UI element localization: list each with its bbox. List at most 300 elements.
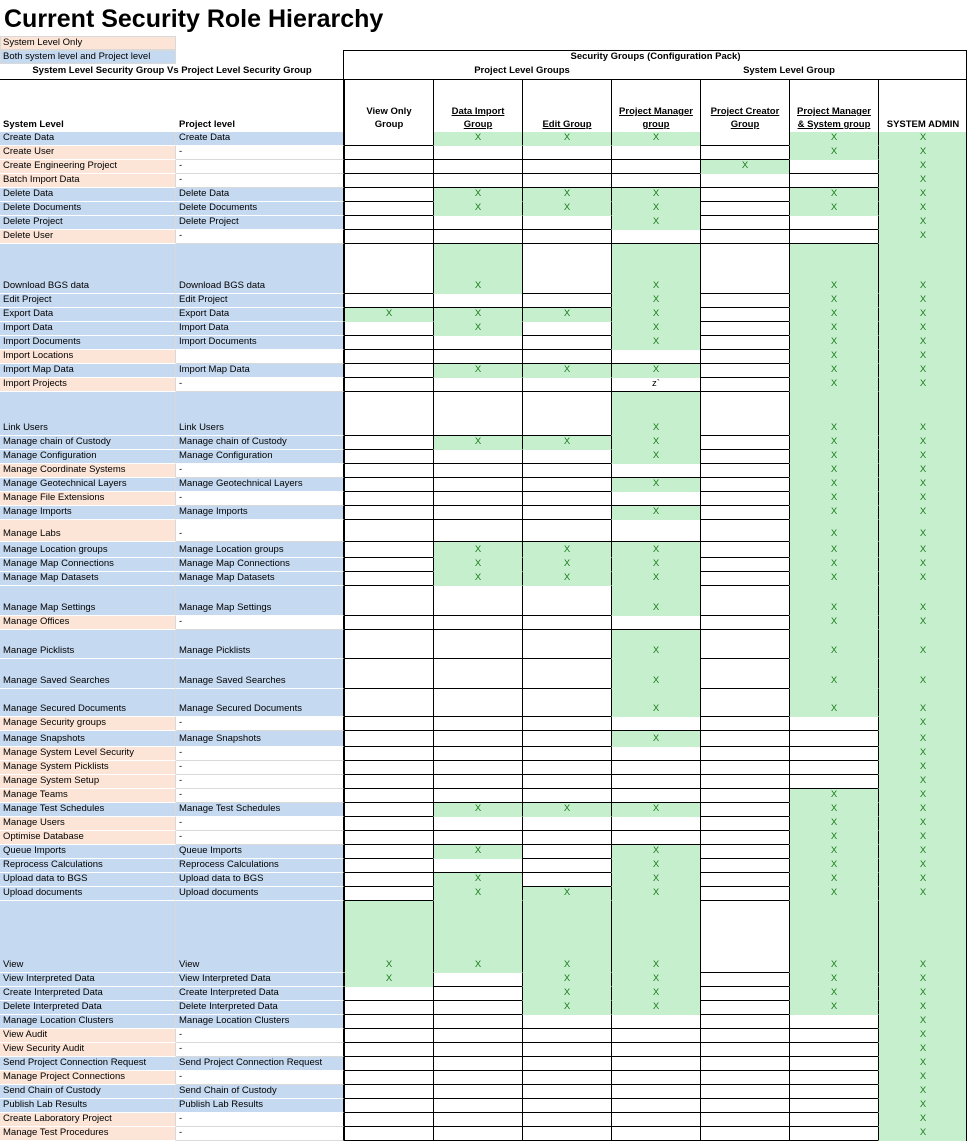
permission-cell[interactable]	[344, 1085, 433, 1099]
permission-cell[interactable]	[611, 761, 700, 775]
permission-cell[interactable]: X	[611, 845, 700, 859]
row-project-level-cell[interactable]: Import Documents	[176, 336, 344, 350]
permission-cell[interactable]	[700, 464, 789, 478]
permission-cell[interactable]: X	[789, 436, 878, 450]
permission-cell[interactable]: X	[878, 586, 967, 616]
permission-cell[interactable]: X	[611, 630, 700, 659]
permission-cell[interactable]: X	[878, 845, 967, 859]
permission-cell[interactable]: X	[433, 202, 522, 216]
permission-cell[interactable]	[700, 831, 789, 845]
permission-cell[interactable]	[700, 322, 789, 336]
group-header-view-only-group[interactable]: View Only Group	[344, 79, 433, 132]
permission-cell[interactable]: X	[789, 659, 878, 689]
permission-cell[interactable]	[700, 761, 789, 775]
permission-cell[interactable]: X	[611, 1001, 700, 1015]
permission-cell[interactable]	[522, 1085, 611, 1099]
permission-cell[interactable]	[433, 1015, 522, 1029]
permission-cell[interactable]: X	[878, 294, 967, 308]
permission-cell[interactable]	[433, 492, 522, 506]
permission-cell[interactable]	[789, 216, 878, 230]
permission-cell[interactable]: X	[878, 873, 967, 887]
row-system-level-cell[interactable]: Create Data	[0, 132, 176, 146]
permission-cell[interactable]	[522, 174, 611, 188]
permission-cell[interactable]	[700, 586, 789, 616]
permission-cell[interactable]	[700, 747, 789, 761]
permission-cell[interactable]	[700, 336, 789, 350]
permission-cell[interactable]: X	[789, 520, 878, 542]
row-project-level-cell[interactable]: -	[176, 464, 344, 478]
permission-cell[interactable]	[522, 520, 611, 542]
permission-cell[interactable]	[433, 817, 522, 831]
group-header-system-admin[interactable]: SYSTEM ADMIN	[878, 79, 967, 132]
permission-cell[interactable]	[700, 1085, 789, 1099]
permission-cell[interactable]	[611, 1099, 700, 1113]
permission-cell[interactable]	[700, 378, 789, 392]
permission-cell[interactable]	[789, 1015, 878, 1029]
permission-cell[interactable]	[522, 450, 611, 464]
permission-cell[interactable]: X	[433, 845, 522, 859]
permission-cell[interactable]	[344, 436, 433, 450]
permission-cell[interactable]	[344, 174, 433, 188]
permission-cell[interactable]	[700, 775, 789, 789]
permission-cell[interactable]	[433, 336, 522, 350]
permission-cell[interactable]: X	[878, 747, 967, 761]
row-system-level-cell[interactable]: Download BGS data	[0, 244, 176, 294]
permission-cell[interactable]	[522, 492, 611, 506]
header-comparison[interactable]: System Level Security Group Vs Project Level Security Group	[32, 65, 312, 76]
permission-cell[interactable]	[522, 160, 611, 174]
permission-cell[interactable]	[433, 174, 522, 188]
row-system-level-cell[interactable]: Manage Secured Documents	[0, 689, 176, 717]
permission-cell[interactable]: X	[789, 132, 878, 146]
permission-cell[interactable]: X	[789, 630, 878, 659]
permission-cell[interactable]	[344, 322, 433, 336]
permission-cell[interactable]: X	[878, 1099, 967, 1113]
permission-cell[interactable]: X	[789, 322, 878, 336]
permission-cell[interactable]: X	[789, 616, 878, 630]
permission-cell[interactable]: X	[433, 572, 522, 586]
permission-cell[interactable]	[433, 392, 522, 436]
row-project-level-cell[interactable]	[176, 350, 344, 364]
permission-cell[interactable]: X	[878, 492, 967, 506]
permission-cell[interactable]	[789, 761, 878, 775]
permission-cell[interactable]: X	[878, 230, 967, 244]
row-project-level-cell[interactable]: -	[176, 1127, 344, 1141]
row-project-level-cell[interactable]: Delete Documents	[176, 202, 344, 216]
permission-cell[interactable]	[433, 689, 522, 717]
permission-cell[interactable]	[789, 230, 878, 244]
permission-cell[interactable]	[611, 160, 700, 174]
permission-cell[interactable]: X	[611, 689, 700, 717]
permission-cell[interactable]: X	[611, 506, 700, 520]
permission-cell[interactable]: X	[522, 188, 611, 202]
permission-cell[interactable]: X	[789, 294, 878, 308]
row-project-level-cell[interactable]: Send Chain of Custody	[176, 1085, 344, 1099]
row-project-level-cell[interactable]: -	[176, 747, 344, 761]
permission-cell[interactable]	[522, 789, 611, 803]
permission-cell[interactable]: X	[878, 350, 967, 364]
row-project-level-cell[interactable]: Publish Lab Results	[176, 1099, 344, 1113]
permission-cell[interactable]: X	[789, 364, 878, 378]
permission-cell[interactable]: X	[878, 464, 967, 478]
row-project-level-cell[interactable]: -	[176, 817, 344, 831]
permission-cell[interactable]: X	[611, 873, 700, 887]
permission-cell[interactable]	[700, 558, 789, 572]
row-project-level-cell[interactable]: Upload data to BGS	[176, 873, 344, 887]
permission-cell[interactable]: X	[878, 616, 967, 630]
row-system-level-cell[interactable]: View	[0, 901, 176, 973]
permission-cell[interactable]	[344, 558, 433, 572]
permission-cell[interactable]: X	[522, 436, 611, 450]
permission-cell[interactable]	[344, 464, 433, 478]
permission-cell[interactable]	[611, 616, 700, 630]
row-system-level-cell[interactable]: Queue Imports	[0, 845, 176, 859]
row-system-level-cell[interactable]: Manage Coordinate Systems	[0, 464, 176, 478]
permission-cell[interactable]: X	[344, 308, 433, 322]
legend-system-only[interactable]: System Level Only	[0, 36, 176, 50]
permission-cell[interactable]	[700, 188, 789, 202]
row-system-level-cell[interactable]: Manage System Picklists	[0, 761, 176, 775]
permission-cell[interactable]: X	[522, 1001, 611, 1015]
row-project-level-cell[interactable]: Upload documents	[176, 887, 344, 901]
permission-cell[interactable]	[700, 616, 789, 630]
permission-cell[interactable]: X	[789, 817, 878, 831]
row-system-level-cell[interactable]: Manage Configuration	[0, 450, 176, 464]
permission-cell[interactable]	[700, 1057, 789, 1071]
permission-cell[interactable]: X	[878, 1127, 967, 1141]
permission-cell[interactable]	[700, 350, 789, 364]
permission-cell[interactable]	[433, 1127, 522, 1141]
permission-cell[interactable]	[522, 659, 611, 689]
permission-cell[interactable]: X	[789, 146, 878, 160]
permission-cell[interactable]: X	[878, 659, 967, 689]
row-system-level-cell[interactable]: Manage Labs	[0, 520, 176, 542]
permission-cell[interactable]	[522, 478, 611, 492]
permission-cell[interactable]: X	[878, 188, 967, 202]
permission-cell[interactable]	[433, 659, 522, 689]
permission-cell[interactable]	[611, 775, 700, 789]
permission-cell[interactable]: X	[789, 987, 878, 1001]
permission-cell[interactable]	[700, 1043, 789, 1057]
permission-cell[interactable]	[522, 350, 611, 364]
permission-cell[interactable]	[611, 1043, 700, 1057]
permission-cell[interactable]	[344, 160, 433, 174]
permission-cell[interactable]	[789, 160, 878, 174]
permission-cell[interactable]: X	[878, 146, 967, 160]
permission-cell[interactable]	[611, 789, 700, 803]
permission-cell[interactable]	[700, 859, 789, 873]
row-system-level-cell[interactable]: Manage Map Connections	[0, 558, 176, 572]
permission-cell[interactable]: X	[878, 1085, 967, 1099]
permission-cell[interactable]: X	[611, 322, 700, 336]
row-system-level-cell[interactable]: Manage chain of Custody	[0, 436, 176, 450]
row-project-level-cell[interactable]: Download BGS data	[176, 244, 344, 294]
row-system-level-cell[interactable]: Manage Teams	[0, 789, 176, 803]
row-project-level-cell[interactable]: Manage Map Settings	[176, 586, 344, 616]
permission-cell[interactable]	[433, 216, 522, 230]
permission-cell[interactable]	[344, 230, 433, 244]
permission-cell[interactable]	[433, 350, 522, 364]
permission-cell[interactable]: X	[522, 132, 611, 146]
permission-cell[interactable]	[344, 659, 433, 689]
permission-cell[interactable]	[433, 616, 522, 630]
permission-cell[interactable]	[522, 731, 611, 747]
permission-cell[interactable]: X	[878, 1071, 967, 1085]
permission-cell[interactable]: X	[878, 1113, 967, 1127]
permission-cell[interactable]	[344, 817, 433, 831]
row-project-level-cell[interactable]: -	[176, 775, 344, 789]
permission-cell[interactable]: X	[878, 987, 967, 1001]
permission-cell[interactable]: X	[611, 731, 700, 747]
permission-cell[interactable]: X	[878, 322, 967, 336]
permission-cell[interactable]: X	[878, 775, 967, 789]
permission-cell[interactable]	[700, 216, 789, 230]
permission-cell[interactable]	[700, 1099, 789, 1113]
row-system-level-cell[interactable]: Manage System Level Security	[0, 747, 176, 761]
row-system-level-cell[interactable]: Export Data	[0, 308, 176, 322]
permission-cell[interactable]	[789, 1071, 878, 1085]
row-project-level-cell[interactable]: -	[176, 146, 344, 160]
permission-cell[interactable]: X	[522, 973, 611, 987]
permission-cell[interactable]	[433, 775, 522, 789]
permission-cell[interactable]	[611, 817, 700, 831]
permission-cell[interactable]: X	[344, 901, 433, 973]
row-project-level-cell[interactable]: -	[176, 174, 344, 188]
permission-cell[interactable]: X	[878, 1001, 967, 1015]
permission-cell[interactable]	[700, 873, 789, 887]
permission-cell[interactable]	[522, 322, 611, 336]
row-project-level-cell[interactable]: Reprocess Calculations	[176, 859, 344, 873]
permission-cell[interactable]	[344, 789, 433, 803]
permission-cell[interactable]	[611, 1113, 700, 1127]
permission-cell[interactable]: X	[878, 202, 967, 216]
permission-cell[interactable]	[522, 859, 611, 873]
permission-cell[interactable]: X	[611, 392, 700, 436]
permission-cell[interactable]	[789, 775, 878, 789]
row-system-level-cell[interactable]: Optimise Database	[0, 831, 176, 845]
permission-cell[interactable]: X	[789, 845, 878, 859]
row-project-level-cell[interactable]: Export Data	[176, 308, 344, 322]
row-system-level-cell[interactable]: Manage System Setup	[0, 775, 176, 789]
permission-cell[interactable]	[611, 747, 700, 761]
permission-cell[interactable]: X	[789, 887, 878, 901]
permission-cell[interactable]	[344, 1001, 433, 1015]
row-system-level-cell[interactable]: Import Documents	[0, 336, 176, 350]
permission-cell[interactable]: X	[789, 803, 878, 817]
permission-cell[interactable]: X	[878, 689, 967, 717]
permission-cell[interactable]	[522, 1099, 611, 1113]
permission-cell[interactable]	[700, 244, 789, 294]
permission-cell[interactable]: X	[611, 572, 700, 586]
permission-cell[interactable]	[344, 572, 433, 586]
permission-cell[interactable]	[433, 987, 522, 1001]
permission-cell[interactable]	[522, 630, 611, 659]
permission-cell[interactable]	[433, 378, 522, 392]
permission-cell[interactable]	[700, 845, 789, 859]
permission-cell[interactable]: X	[789, 1001, 878, 1015]
permission-cell[interactable]: X	[611, 558, 700, 572]
permission-cell[interactable]	[700, 436, 789, 450]
permission-cell[interactable]	[433, 1001, 522, 1015]
permission-cell[interactable]	[700, 572, 789, 586]
permission-cell[interactable]: X	[789, 586, 878, 616]
permission-cell[interactable]	[700, 1113, 789, 1127]
permission-cell[interactable]: X	[611, 336, 700, 350]
permission-cell[interactable]: X	[611, 450, 700, 464]
permission-cell[interactable]: X	[878, 216, 967, 230]
row-system-level-cell[interactable]: Upload documents	[0, 887, 176, 901]
permission-cell[interactable]	[344, 717, 433, 731]
permission-cell[interactable]	[344, 775, 433, 789]
permission-cell[interactable]: X	[433, 436, 522, 450]
permission-cell[interactable]	[700, 174, 789, 188]
permission-cell[interactable]: X	[878, 450, 967, 464]
header-security-groups[interactable]: Security Groups (Configuration Pack)	[570, 51, 741, 62]
permission-cell[interactable]	[344, 747, 433, 761]
row-system-level-cell[interactable]: Delete User	[0, 230, 176, 244]
permission-cell[interactable]	[344, 873, 433, 887]
permission-cell[interactable]	[433, 1099, 522, 1113]
row-system-level-cell[interactable]: Manage Snapshots	[0, 731, 176, 747]
permission-cell[interactable]	[522, 1127, 611, 1141]
permission-cell[interactable]	[522, 294, 611, 308]
permission-cell[interactable]: X	[789, 464, 878, 478]
row-system-level-cell[interactable]: Manage Map Datasets	[0, 572, 176, 586]
permission-cell[interactable]: X	[878, 542, 967, 558]
permission-cell[interactable]	[433, 146, 522, 160]
permission-cell[interactable]: X	[433, 887, 522, 901]
permission-cell[interactable]	[344, 1099, 433, 1113]
permission-cell[interactable]	[344, 478, 433, 492]
permission-cell[interactable]	[344, 336, 433, 350]
permission-cell[interactable]	[433, 859, 522, 873]
permission-cell[interactable]	[522, 216, 611, 230]
permission-cell[interactable]	[433, 586, 522, 616]
permission-cell[interactable]	[700, 1071, 789, 1085]
permission-cell[interactable]: X	[789, 873, 878, 887]
permission-cell[interactable]	[611, 1085, 700, 1099]
permission-cell[interactable]	[433, 464, 522, 478]
permission-cell[interactable]: X	[433, 364, 522, 378]
permission-cell[interactable]	[433, 160, 522, 174]
permission-cell[interactable]: X	[522, 364, 611, 378]
row-project-level-cell[interactable]: -	[176, 831, 344, 845]
permission-cell[interactable]	[700, 294, 789, 308]
row-project-level-cell[interactable]: Edit Project	[176, 294, 344, 308]
permission-cell[interactable]: X	[611, 887, 700, 901]
permission-cell[interactable]: X	[878, 506, 967, 520]
permission-cell[interactable]	[700, 1015, 789, 1029]
row-system-level-cell[interactable]: Send Chain of Custody	[0, 1085, 176, 1099]
permission-cell[interactable]: X	[878, 887, 967, 901]
permission-cell[interactable]: X	[878, 630, 967, 659]
permission-cell[interactable]: X	[878, 803, 967, 817]
permission-cell[interactable]	[789, 717, 878, 731]
row-project-level-cell[interactable]: -	[176, 520, 344, 542]
permission-cell[interactable]	[700, 803, 789, 817]
permission-cell[interactable]	[522, 1015, 611, 1029]
row-project-level-cell[interactable]: Manage Imports	[176, 506, 344, 520]
permission-cell[interactable]: X	[789, 492, 878, 506]
permission-cell[interactable]: X	[878, 1043, 967, 1057]
permission-cell[interactable]: X	[789, 901, 878, 973]
permission-cell[interactable]	[522, 717, 611, 731]
permission-cell[interactable]: X	[611, 586, 700, 616]
row-system-level-cell[interactable]: Manage Geotechnical Layers	[0, 478, 176, 492]
permission-cell[interactable]	[433, 731, 522, 747]
permission-cell[interactable]: X	[433, 901, 522, 973]
permission-cell[interactable]	[522, 761, 611, 775]
permission-cell[interactable]: X	[789, 378, 878, 392]
group-header-project-creator-group[interactable]: Project Creator Group	[700, 79, 789, 132]
permission-cell[interactable]	[700, 1001, 789, 1015]
permission-cell[interactable]	[344, 350, 433, 364]
permission-cell[interactable]	[700, 450, 789, 464]
permission-cell[interactable]: X	[789, 350, 878, 364]
permission-cell[interactable]	[433, 1043, 522, 1057]
permission-cell[interactable]: X	[611, 364, 700, 378]
row-system-level-cell[interactable]: Upload data to BGS	[0, 873, 176, 887]
permission-cell[interactable]	[433, 450, 522, 464]
permission-cell[interactable]	[344, 542, 433, 558]
permission-cell[interactable]: X	[433, 322, 522, 336]
row-system-level-cell[interactable]: Reprocess Calculations	[0, 859, 176, 873]
permission-cell[interactable]	[789, 731, 878, 747]
row-project-level-cell[interactable]: Manage Location Clusters	[176, 1015, 344, 1029]
permission-cell[interactable]	[344, 1029, 433, 1043]
permission-cell[interactable]: X	[878, 831, 967, 845]
row-project-level-cell[interactable]: Send Project Connection Request	[176, 1057, 344, 1071]
permission-cell[interactable]: X	[611, 436, 700, 450]
permission-cell[interactable]: X	[433, 132, 522, 146]
permission-cell[interactable]	[789, 174, 878, 188]
permission-cell[interactable]	[344, 450, 433, 464]
header-project-level[interactable]: Project level	[179, 119, 235, 130]
permission-cell[interactable]: X	[878, 717, 967, 731]
row-project-level-cell[interactable]: Create Interpreted Data	[176, 987, 344, 1001]
permission-cell[interactable]: X	[878, 392, 967, 436]
permission-cell[interactable]: X	[878, 1029, 967, 1043]
permission-cell[interactable]	[522, 464, 611, 478]
row-system-level-cell[interactable]: Delete Interpreted Data	[0, 1001, 176, 1015]
row-project-level-cell[interactable]: Import Map Data	[176, 364, 344, 378]
permission-cell[interactable]: X	[878, 789, 967, 803]
permission-cell[interactable]: X	[789, 202, 878, 216]
permission-cell[interactable]	[344, 586, 433, 616]
permission-cell[interactable]	[611, 492, 700, 506]
row-system-level-cell[interactable]: View Interpreted Data	[0, 973, 176, 987]
row-system-level-cell[interactable]: Import Data	[0, 322, 176, 336]
row-system-level-cell[interactable]: Create Engineering Project	[0, 160, 176, 174]
permission-cell[interactable]	[700, 230, 789, 244]
row-project-level-cell[interactable]: -	[176, 1029, 344, 1043]
permission-cell[interactable]: X	[611, 973, 700, 987]
row-system-level-cell[interactable]: Link Users	[0, 392, 176, 436]
permission-cell[interactable]	[522, 506, 611, 520]
row-project-level-cell[interactable]: Manage Snapshots	[176, 731, 344, 747]
permission-cell[interactable]: X	[522, 308, 611, 322]
permission-cell[interactable]: X	[878, 761, 967, 775]
permission-cell[interactable]	[344, 378, 433, 392]
permission-cell[interactable]	[700, 659, 789, 689]
permission-cell[interactable]: X	[611, 308, 700, 322]
permission-cell[interactable]: X	[878, 558, 967, 572]
row-project-level-cell[interactable]: Manage Test Schedules	[176, 803, 344, 817]
row-system-level-cell[interactable]: Create User	[0, 146, 176, 160]
permission-cell[interactable]	[522, 831, 611, 845]
permission-cell[interactable]: X	[878, 973, 967, 987]
group-header-data-import-group[interactable]: Data Import Group	[433, 79, 522, 132]
